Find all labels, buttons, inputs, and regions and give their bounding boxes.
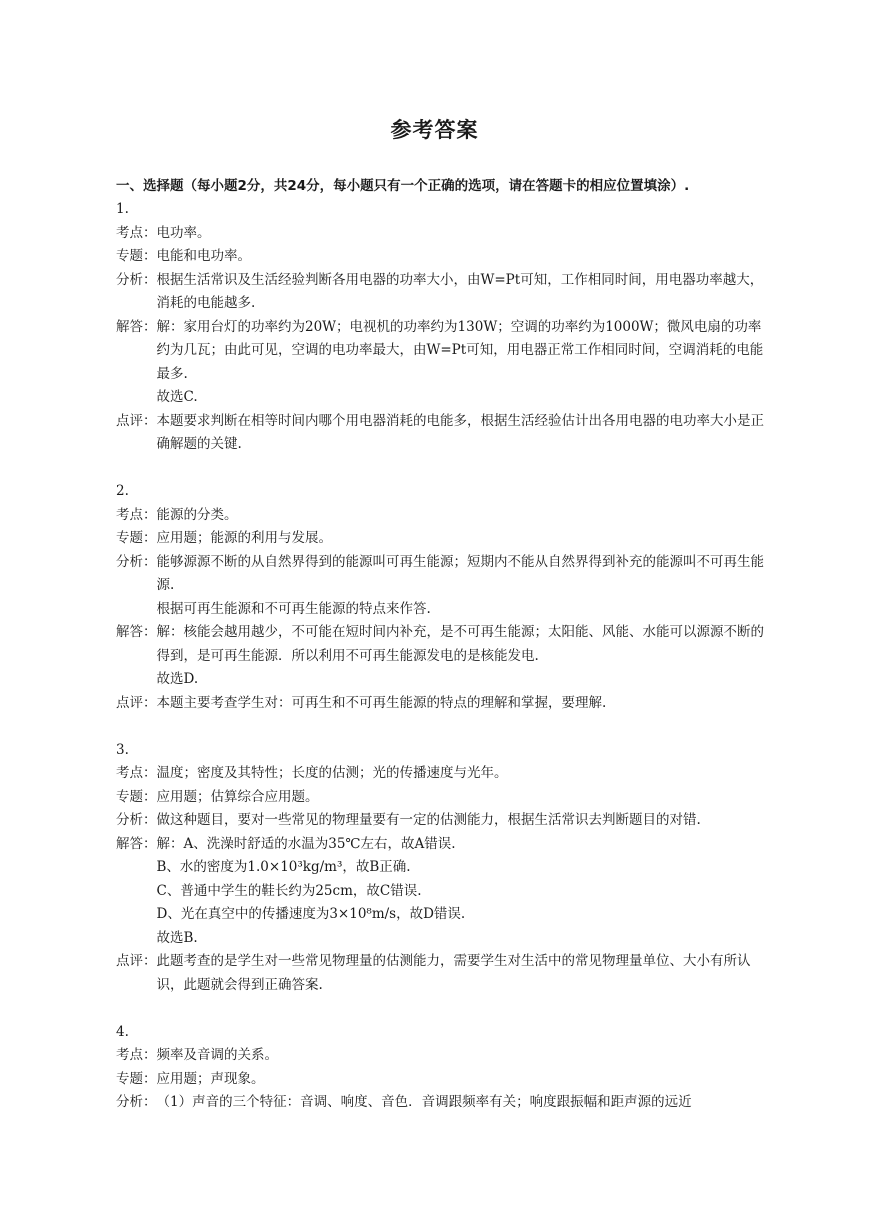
question-number: 4. xyxy=(116,1023,129,1040)
field-fenxi xyxy=(116,1091,766,1115)
field-fenxi xyxy=(116,551,766,622)
field-label: 解答： xyxy=(116,624,157,640)
field-kaodian xyxy=(116,1044,766,1068)
field-text: 根据生活常识及生活经验判断各用电器的功率大小，由W=Pt可知，工作相同时间，用电器功率越大，消耗的电能越多. xyxy=(156,271,764,311)
field-kaodian xyxy=(116,762,766,786)
question-block xyxy=(116,1021,766,1115)
field-fenxi xyxy=(116,269,766,316)
field-label: 分析： xyxy=(116,812,157,828)
field-text: （1）声音的三个特征：音调、响度、音色．音调跟频率有关；响度跟振幅和距声源的远近 xyxy=(156,1094,692,1110)
field-label: 点评： xyxy=(116,694,157,711)
field-text: 能够源源不断的从自然界得到的能源叫可再生能源；短期内不能从自然界得到补充的能源叫不可再生能源. xyxy=(156,553,764,593)
field-label: 分析： xyxy=(116,1094,157,1110)
field-zhuanti xyxy=(116,786,766,810)
field-label: 分析： xyxy=(116,553,157,570)
question-block xyxy=(116,739,766,1021)
field-text: 应用题；能源的利用与发展。 xyxy=(156,530,332,546)
field-label: 考点： xyxy=(116,765,157,781)
question-number: 2. xyxy=(116,483,129,499)
field-label: 分析： xyxy=(116,271,157,288)
field-label: 考点： xyxy=(116,506,157,523)
field-text: C、普通中学生的鞋长约为25cm，故C错误. xyxy=(156,882,422,899)
field-zhuanti xyxy=(116,527,766,551)
section-heading: 一、选择题（每小题2分，共24分，每小题只有一个正确的选项，请在答题卡的相应位置填涂）. xyxy=(116,178,690,194)
field-text: 解：核能会越用越少，不可能在短时间内补充，是不可再生能源；太阳能、风能、水能可以源源不断的得到，是可再生能源．所以利用不可再生能源发电的是核能发电. xyxy=(156,624,764,664)
field-label: 点评： xyxy=(116,953,157,969)
field-text: 能源的分类。 xyxy=(156,506,238,523)
field-text: 频率及音调的关系。 xyxy=(156,1047,278,1063)
field-kaodian xyxy=(116,504,766,528)
answer-content xyxy=(116,175,766,1115)
field-text: 根据可再生能源和不可再生能源的特点来作答. xyxy=(156,600,431,617)
field-jieda xyxy=(116,621,766,692)
field-text: 解：A、洗澡时舒适的水温为35℃左右，故A错误. xyxy=(156,835,456,852)
field-text: 应用题；声现象。 xyxy=(156,1070,265,1087)
field-text: 电功率。 xyxy=(156,224,211,241)
question-block xyxy=(116,480,766,739)
field-label: 考点： xyxy=(116,1047,157,1063)
field-fenxi xyxy=(116,809,766,833)
question-number: 1. xyxy=(116,201,129,217)
field-dianping xyxy=(116,950,766,997)
field-label: 解答： xyxy=(116,835,157,852)
field-text: B、水的密度为1.0×10³kg/m³，故B正确. xyxy=(156,859,411,875)
field-text: 温度；密度及其特性；长度的估测；光的传播速度与光年。 xyxy=(156,765,508,781)
field-text: D、光在真空中的传播速度为3×10⁸m/s，故D错误. xyxy=(156,906,466,922)
field-text: 做这种题目，要对一些常见的物理量要有一定的估测能力，根据生活常识去判断题目的对错. xyxy=(156,812,701,828)
field-jieda xyxy=(116,833,766,951)
field-text: 本题主要考查学生对：可再生和不可再生能源的特点的理解和掌握，要理解. xyxy=(156,694,607,711)
field-text: 故选D. xyxy=(156,671,199,687)
field-text: 本题要求判断在相等时间内哪个用电器消耗的电能多，根据生活经验估计出各用电器的电功率大小是正确解题的关键. xyxy=(156,412,764,452)
field-text: 故选C. xyxy=(156,389,198,405)
field-label: 考点： xyxy=(116,224,157,241)
field-dianping xyxy=(116,410,766,457)
field-zhuanti xyxy=(116,1068,766,1092)
field-text: 应用题；估算综合应用题。 xyxy=(156,788,319,805)
field-zhuanti xyxy=(116,245,766,269)
field-label: 点评： xyxy=(116,412,157,429)
field-label: 专题： xyxy=(116,788,157,805)
page-title: 参考答案 xyxy=(390,118,479,142)
question-number: 3. xyxy=(116,741,129,758)
field-text: 解：家用台灯的功率约为20W；电视机的功率约为130W；空调的功率约为1000W；微风电扇的功率约为几瓦；由此可见，空调的电功率最大，由W=Pt可知，用电器正常工作相同时间，空调消耗的电能最多. xyxy=(156,318,764,382)
question-block xyxy=(116,198,766,480)
field-dianping xyxy=(116,692,766,716)
field-text: 此题考查的是学生对一些常见物理量的估测能力，需要学生对生活中的常见物理量单位、大小有所认识，此题就会得到正确答案. xyxy=(156,953,751,993)
field-label: 解答： xyxy=(116,318,157,335)
field-label: 专题： xyxy=(116,1070,157,1087)
field-text: 电能和电功率。 xyxy=(156,248,251,264)
field-label: 专题： xyxy=(116,530,157,546)
field-text: 故选B. xyxy=(156,929,198,946)
field-label: 专题： xyxy=(116,248,157,264)
field-kaodian xyxy=(116,222,766,246)
field-jieda xyxy=(116,316,766,410)
